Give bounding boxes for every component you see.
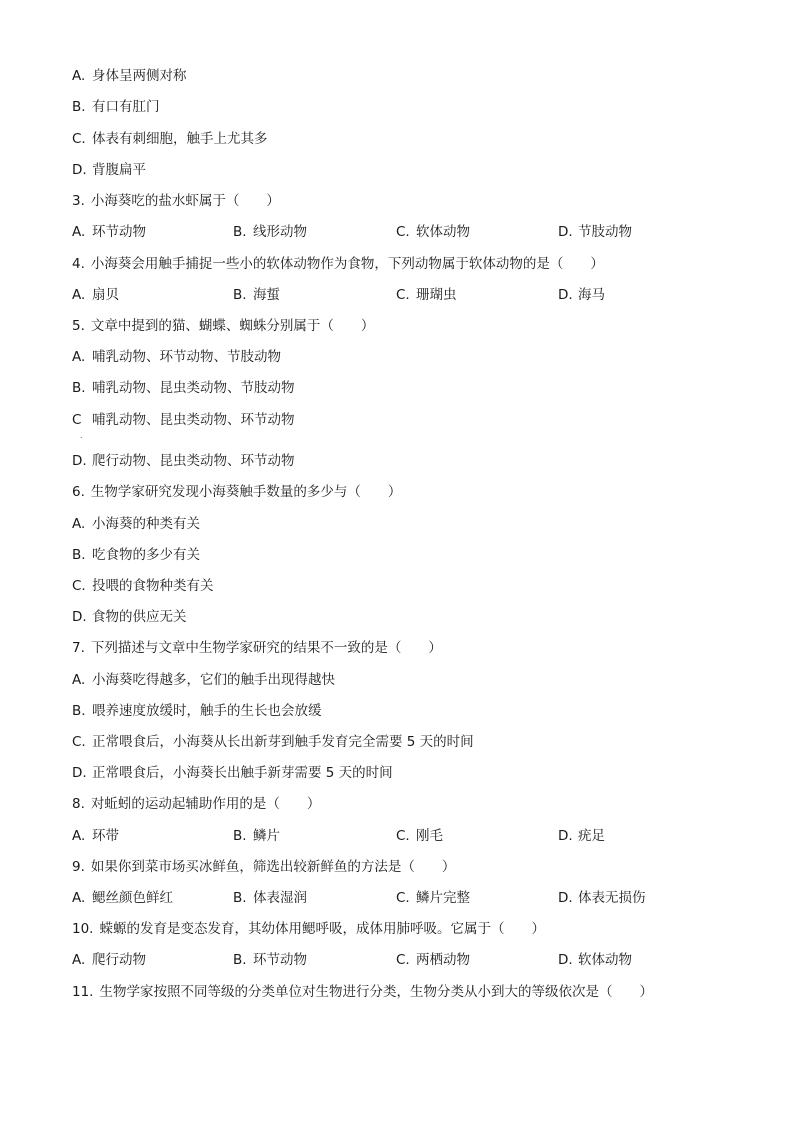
question-text: 小海葵吃的盐水虾属于（ ） [90, 193, 280, 209]
q9-option-b: B. 体表湿润 [233, 890, 307, 906]
question-number: 4. [72, 256, 85, 272]
question-text: 文章中提到的猫、蝴蝶、蜘蛛分别属于（ ） [90, 318, 375, 334]
q7-option-a: A. 小海葵吃得越多，它们的触手出现得越快 [72, 672, 335, 688]
question-text: 下列描述与文章中生物学家研究的结果不一致的是（ ） [90, 640, 442, 656]
q6-option-d: D. 食物的供应无关 [72, 609, 187, 625]
q4-option-a: A. 扇贝 [72, 287, 119, 303]
q3-option-c: C. 软体动物 [396, 224, 470, 240]
option-text: 背腹扁平 [92, 162, 146, 178]
question-number: 6. [72, 484, 85, 500]
q4-option-d: D. 海马 [558, 287, 605, 303]
q7-option-d: D. 正常喂食后，小海葵长出触手新芽需要 5 天的时间 [72, 765, 393, 781]
q9-option-c: C. 鳞片完整 [396, 890, 470, 906]
q10-option-d: D. 软体动物 [558, 952, 632, 968]
question-text: 生物学家按照不同等级的分类单位对生物进行分类，生物分类从小到大的等级依次是（ ） [99, 984, 653, 1000]
q8-option-d: D. 疣足 [558, 828, 605, 844]
option-letter: A. [72, 68, 86, 84]
q5-option-d: D. 爬行动物、昆虫类动物、环节动物 [72, 453, 295, 469]
q2-option-d [72, 161, 146, 179]
q4-option-c: C. 珊瑚虫 [396, 287, 457, 303]
q4-stem [72, 255, 604, 273]
q10-stem [72, 920, 545, 938]
question-number: 7. [72, 640, 85, 656]
q10-option-c: C. 两栖动物 [396, 952, 470, 968]
question-text: 如果你到菜市场买冰鲜鱼，筛选出较新鲜鱼的方法是（ ） [90, 859, 456, 875]
q11-stem [72, 983, 653, 1001]
q5-option-b: B. 哺乳动物、昆虫类动物、节肢动物 [72, 380, 295, 396]
q6-option-a: A. 小海葵的种类有关 [72, 516, 200, 532]
q3-option-a: A. 环节动物 [72, 224, 146, 240]
option-letter: C. [72, 131, 86, 147]
question-text: 对蚯蚓的运动起辅助作用的是（ ） [90, 796, 321, 812]
q6-option-c: C. 投喂的食物种类有关 [72, 578, 214, 594]
q2-option-c [72, 130, 268, 148]
q8-option-c: C. 刚毛 [396, 828, 443, 844]
question-text: 生物学家研究发现小海葵触手数量的多少与（ ） [90, 484, 402, 500]
question-number: 10. [72, 921, 94, 937]
q5-option-a: A. 哺乳动物、环节动物、节肢动物 [72, 349, 281, 365]
q10-option-a: A. 爬行动物 [72, 952, 146, 968]
q7-option-b: B. 喂养速度放缓时，触手的生长也会放缓 [72, 703, 322, 719]
q9-stem [72, 858, 455, 876]
q6-option-b: B. 吃食物的多少有关 [72, 547, 200, 563]
q2-option-a [72, 67, 187, 85]
q4-option-b: B. 海蜇 [233, 287, 280, 303]
question-text: 蝾螈的发育是变态发育，其幼体用鳃呼吸，成体用肺呼吸。它属于（ ） [99, 921, 545, 937]
q10-option-b: B. 环节动物 [233, 952, 307, 968]
option-text: 体表有刺细胞，触手上尤其多 [92, 131, 268, 147]
question-text: 小海葵会用触手捕捉一些小的软体动物作为食物，下列动物属于软体动物的是（ ） [90, 256, 604, 272]
q8-stem [72, 795, 320, 813]
question-number: 8. [72, 796, 85, 812]
q3-option-b: B. 线形动物 [233, 224, 307, 240]
q5-stem [72, 317, 374, 335]
q6-stem [72, 483, 401, 501]
question-number: 9. [72, 859, 85, 875]
q9-option-d: D. 体表无损伤 [558, 890, 646, 906]
q8-option-b: B. 鳞片 [233, 828, 280, 844]
option-text: 有口有肛门 [92, 99, 160, 115]
option-text: 身体呈两侧对称 [92, 68, 187, 84]
q7-stem [72, 639, 442, 657]
q8-option-a: A. 环带 [72, 828, 119, 844]
q2-option-b [72, 98, 160, 116]
question-number: 11. [72, 984, 94, 1000]
question-number: 5. [72, 318, 85, 334]
q5-option-c: C 哺乳动物、昆虫类动物、环节动物 [72, 412, 295, 428]
q7-option-c: C. 正常喂食后，小海葵从长出新芽到触手发育完全需要 5 天的时间 [72, 734, 474, 750]
q3-stem [72, 192, 280, 210]
q9-option-a: A. 鳃丝颜色鲜红 [72, 890, 173, 906]
option-letter: B. [72, 99, 86, 115]
option-letter: D. [72, 162, 87, 178]
stray-mark: . [80, 431, 83, 440]
q3-option-d: D. 节肢动物 [558, 224, 632, 240]
question-number: 3. [72, 193, 85, 209]
